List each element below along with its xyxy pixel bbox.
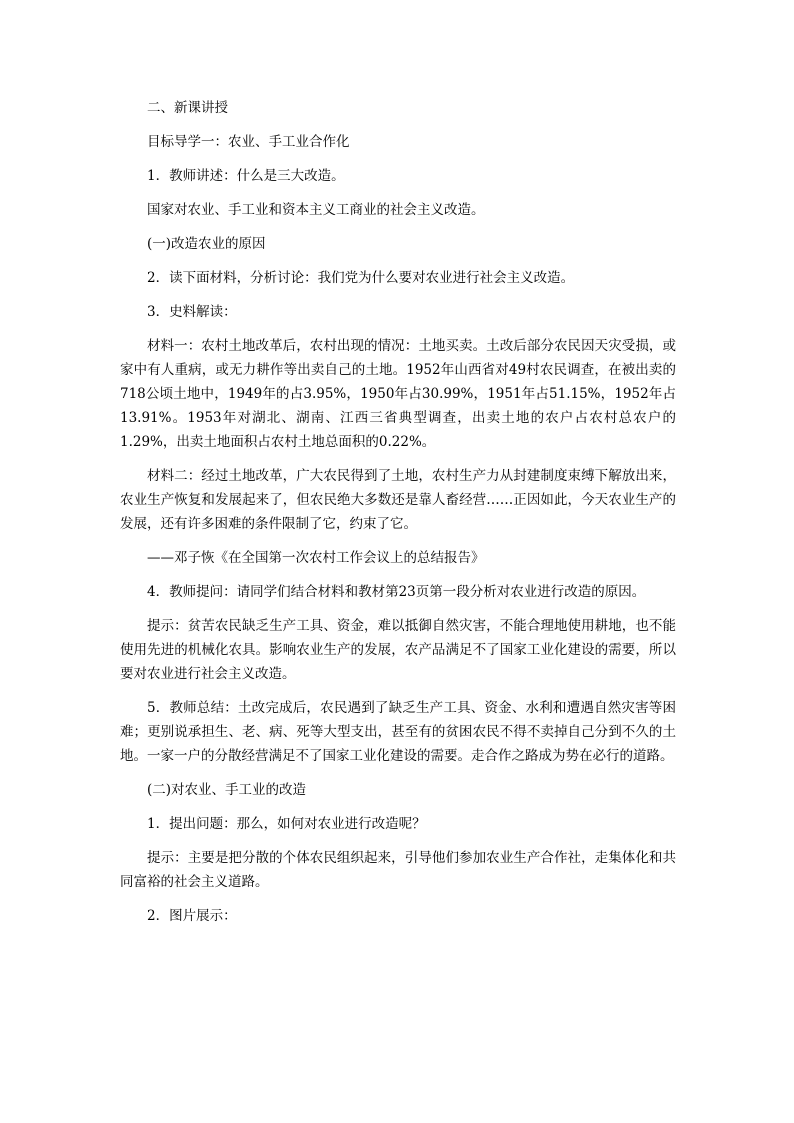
hint-paragraph: 提示：主要是把分散的个体农民组织起来，引导他们参加农业生产合作社，走集体化和共同富裕的社会主义道路。 bbox=[120, 850, 676, 890]
subsection-heading: (一)改造农业的原因 bbox=[147, 236, 266, 252]
citation: ——邓子恢《在全国第一次农村工作会议上的总结报告》 bbox=[147, 550, 485, 566]
section-heading: 二、新课讲授 bbox=[147, 100, 228, 116]
subsection-heading: (二)对农业、手工业的改造 bbox=[147, 782, 307, 798]
paragraph: 1．提出问题：那么，如何对农业进行改造呢？ bbox=[147, 816, 426, 832]
paragraph: 4．教师提问：请同学们结合材料和教材第23页第一段分析对农业进行改造的原因。 bbox=[147, 584, 646, 600]
material-one: 材料一：农村土地改革后，农村出现的情况：土地买卖。土改后部分农民因天灾受损，或家中有人重病，或无力耕作等出卖自己的土地。1952年山西省对49村农民调查，在被出卖的718公顷土地中，1949年的占3.95%，1950年占30.99%，1951年占51.15%，1952年占13.91%。1953年对湖北、湖南、江西三省典型调查，出卖土地的农户占农村总农户的1.29%，出卖土地面积占农村土地总面积的0.22%。 bbox=[120, 338, 676, 450]
document-page bbox=[120, 96, 676, 938]
paragraph: 1．教师讲述：什么是三大改造。 bbox=[147, 168, 345, 184]
summary-paragraph: 5．教师总结：土改完成后，农民遇到了缺乏生产工具、资金、水利和遭遇自然灾害等困难；更别说承担生、老、病、死等大型支出，甚至有的贫困农民不得不卖掉自己分到不久的土地。一家一户的分散经营满足不了国家工业化建设的需要。走合作之路成为势在必行的道路。 bbox=[120, 700, 676, 764]
paragraph: 3．史料解读： bbox=[147, 304, 237, 320]
material-two: 材料二：经过土地改革，广大农民得到了土地，农村生产力从封建制度束缚下解放出来，农业生产恢复和发展起来了，但农民绝大多数还是靠人畜经营……正因如此，今天农业生产的发展，还有许多困难的条件限制了它，约束了它。 bbox=[120, 468, 676, 532]
paragraph: 2．读下面材料，分析讨论：我们党为什么要对农业进行社会主义改造。 bbox=[147, 270, 575, 286]
objective-heading: 目标导学一：农业、手工业合作化 bbox=[147, 134, 350, 150]
paragraph: 2．图片展示： bbox=[147, 908, 237, 924]
hint-paragraph: 提示：贫苦农民缺乏生产工具、资金，难以抵御自然灾害，不能合理地使用耕地，也不能使用先进的机械化农具。影响农业生产的发展，农产品满足不了国家工业化建设的需要，所以要对农业进行社会主义改造。 bbox=[120, 618, 676, 682]
paragraph: 国家对农业、手工业和资本主义工商业的社会主义改造。 bbox=[147, 202, 485, 218]
